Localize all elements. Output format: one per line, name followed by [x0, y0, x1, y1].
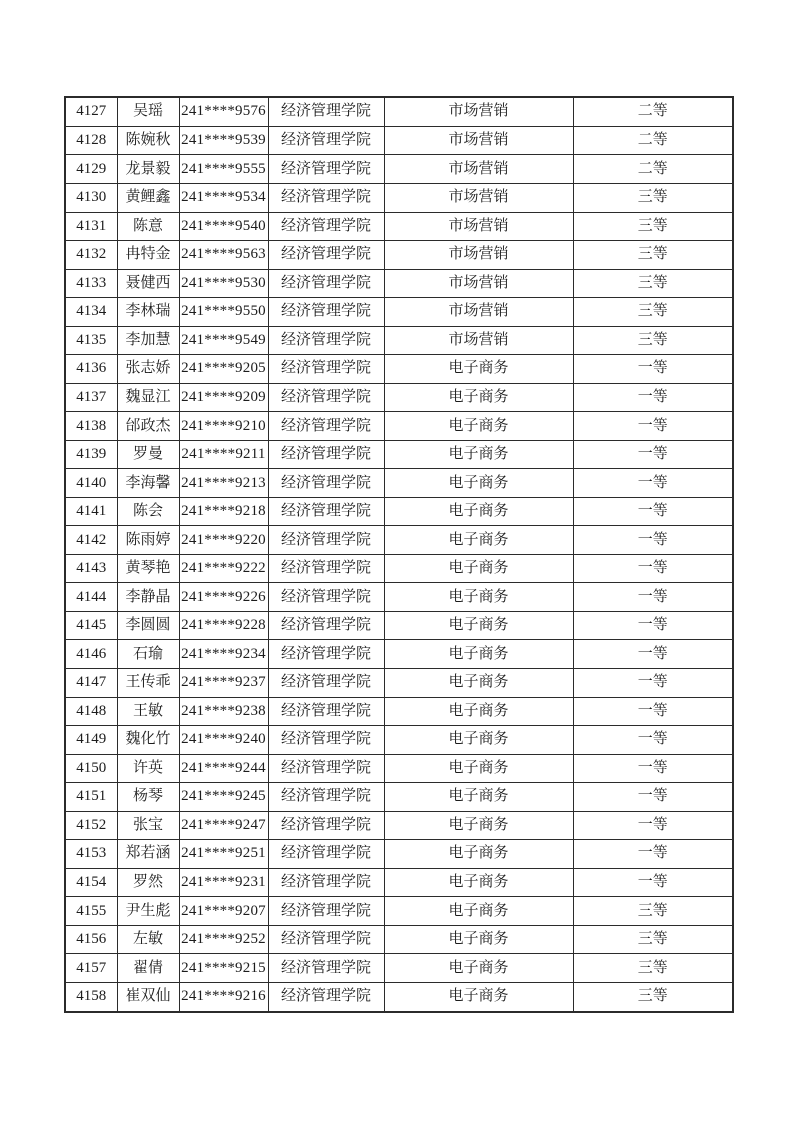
award-table [64, 96, 734, 1013]
serial-number-cell: 4148 [65, 697, 117, 726]
major-cell: 电子商务 [384, 611, 573, 640]
student-name-cell: 黄鲤鑫 [117, 183, 179, 212]
award-grade-cell: 三等 [573, 954, 733, 983]
masked-exam-id-cell: 241****9205 [179, 355, 268, 384]
serial-number-cell: 4155 [65, 897, 117, 926]
college-cell: 经济管理学院 [268, 925, 384, 954]
student-name-cell: 魏化竹 [117, 726, 179, 755]
serial-number-cell: 4134 [65, 298, 117, 327]
masked-exam-id-cell: 241****9216 [179, 982, 268, 1012]
table-row [65, 583, 733, 612]
masked-exam-id-cell: 241****9555 [179, 155, 268, 184]
student-name-cell: 陈意 [117, 212, 179, 241]
award-grade-cell: 二等 [573, 97, 733, 126]
award-grade-cell: 三等 [573, 897, 733, 926]
award-grade-cell: 三等 [573, 326, 733, 355]
college-cell: 经济管理学院 [268, 583, 384, 612]
major-cell: 市场营销 [384, 269, 573, 298]
masked-exam-id-cell: 241****9245 [179, 783, 268, 812]
serial-number-cell: 4128 [65, 126, 117, 155]
college-cell: 经济管理学院 [268, 754, 384, 783]
college-cell: 经济管理学院 [268, 269, 384, 298]
serial-number-cell: 4144 [65, 583, 117, 612]
award-grade-cell: 一等 [573, 754, 733, 783]
serial-number-cell: 4141 [65, 497, 117, 526]
student-name-cell: 李林瑞 [117, 298, 179, 327]
college-cell: 经济管理学院 [268, 868, 384, 897]
table-row [65, 155, 733, 184]
student-name-cell: 邰政杰 [117, 412, 179, 441]
award-grade-cell: 三等 [573, 298, 733, 327]
masked-exam-id-cell: 241****9213 [179, 469, 268, 498]
student-name-cell: 吴瑶 [117, 97, 179, 126]
serial-number-cell: 4153 [65, 840, 117, 869]
masked-exam-id-cell: 241****9210 [179, 412, 268, 441]
student-name-cell: 杨琴 [117, 783, 179, 812]
college-cell: 经济管理学院 [268, 669, 384, 698]
major-cell: 电子商务 [384, 640, 573, 669]
student-name-cell: 尹生彪 [117, 897, 179, 926]
table-row [65, 726, 733, 755]
table-row [65, 469, 733, 498]
college-cell: 经济管理学院 [268, 640, 384, 669]
student-name-cell: 崔双仙 [117, 982, 179, 1012]
serial-number-cell: 4149 [65, 726, 117, 755]
table-row [65, 611, 733, 640]
table-row [65, 954, 733, 983]
major-cell: 电子商务 [384, 355, 573, 384]
serial-number-cell: 4154 [65, 868, 117, 897]
major-cell: 市场营销 [384, 126, 573, 155]
table-row [65, 697, 733, 726]
serial-number-cell: 4158 [65, 982, 117, 1012]
serial-number-cell: 4143 [65, 554, 117, 583]
student-name-cell: 王传乖 [117, 669, 179, 698]
major-cell: 电子商务 [384, 982, 573, 1012]
masked-exam-id-cell: 241****9563 [179, 241, 268, 270]
table-row [65, 526, 733, 555]
major-cell: 电子商务 [384, 583, 573, 612]
serial-number-cell: 4127 [65, 97, 117, 126]
student-name-cell: 魏显江 [117, 383, 179, 412]
student-name-cell: 王敏 [117, 697, 179, 726]
major-cell: 电子商务 [384, 669, 573, 698]
table-row [65, 269, 733, 298]
table-row [65, 925, 733, 954]
masked-exam-id-cell: 241****9220 [179, 526, 268, 555]
table-row [65, 241, 733, 270]
award-grade-cell: 三等 [573, 269, 733, 298]
serial-number-cell: 4150 [65, 754, 117, 783]
college-cell: 经济管理学院 [268, 697, 384, 726]
student-name-cell: 聂健西 [117, 269, 179, 298]
serial-number-cell: 4156 [65, 925, 117, 954]
award-grade-cell: 一等 [573, 440, 733, 469]
major-cell: 市场营销 [384, 155, 573, 184]
masked-exam-id-cell: 241****9234 [179, 640, 268, 669]
major-cell: 电子商务 [384, 412, 573, 441]
college-cell: 经济管理学院 [268, 155, 384, 184]
college-cell: 经济管理学院 [268, 326, 384, 355]
award-grade-cell: 一等 [573, 783, 733, 812]
award-grade-cell: 一等 [573, 526, 733, 555]
table-row [65, 811, 733, 840]
table-row [65, 554, 733, 583]
student-name-cell: 左敏 [117, 925, 179, 954]
serial-number-cell: 4151 [65, 783, 117, 812]
award-grade-cell: 二等 [573, 126, 733, 155]
college-cell: 经济管理学院 [268, 897, 384, 926]
college-cell: 经济管理学院 [268, 212, 384, 241]
serial-number-cell: 4152 [65, 811, 117, 840]
masked-exam-id-cell: 241****9240 [179, 726, 268, 755]
award-grade-cell: 一等 [573, 469, 733, 498]
award-grade-cell: 三等 [573, 183, 733, 212]
student-name-cell: 张志娇 [117, 355, 179, 384]
college-cell: 经济管理学院 [268, 440, 384, 469]
major-cell: 电子商务 [384, 954, 573, 983]
college-cell: 经济管理学院 [268, 526, 384, 555]
serial-number-cell: 4136 [65, 355, 117, 384]
student-name-cell: 陈婉秋 [117, 126, 179, 155]
table-row [65, 754, 733, 783]
major-cell: 市场营销 [384, 183, 573, 212]
major-cell: 电子商务 [384, 811, 573, 840]
major-cell: 电子商务 [384, 754, 573, 783]
college-cell: 经济管理学院 [268, 497, 384, 526]
serial-number-cell: 4130 [65, 183, 117, 212]
table-row [65, 868, 733, 897]
major-cell: 市场营销 [384, 212, 573, 241]
serial-number-cell: 4138 [65, 412, 117, 441]
college-cell: 经济管理学院 [268, 469, 384, 498]
major-cell: 电子商务 [384, 383, 573, 412]
student-name-cell: 张宝 [117, 811, 179, 840]
serial-number-cell: 4132 [65, 241, 117, 270]
table-row [65, 212, 733, 241]
award-grade-cell: 一等 [573, 383, 733, 412]
college-cell: 经济管理学院 [268, 183, 384, 212]
masked-exam-id-cell: 241****9539 [179, 126, 268, 155]
award-grade-cell: 一等 [573, 669, 733, 698]
table-row [65, 97, 733, 126]
table-row [65, 355, 733, 384]
college-cell: 经济管理学院 [268, 726, 384, 755]
table-row [65, 326, 733, 355]
table-row [65, 126, 733, 155]
serial-number-cell: 4140 [65, 469, 117, 498]
major-cell: 电子商务 [384, 554, 573, 583]
major-cell: 电子商务 [384, 469, 573, 498]
student-name-cell: 罗曼 [117, 440, 179, 469]
student-name-cell: 龙景毅 [117, 155, 179, 184]
student-name-cell: 冉特金 [117, 241, 179, 270]
major-cell: 市场营销 [384, 326, 573, 355]
college-cell: 经济管理学院 [268, 298, 384, 327]
major-cell: 电子商务 [384, 868, 573, 897]
major-cell: 电子商务 [384, 897, 573, 926]
serial-number-cell: 4133 [65, 269, 117, 298]
table-row [65, 783, 733, 812]
serial-number-cell: 4146 [65, 640, 117, 669]
masked-exam-id-cell: 241****9207 [179, 897, 268, 926]
table-row [65, 183, 733, 212]
student-name-cell: 黄琴艳 [117, 554, 179, 583]
student-name-cell: 罗然 [117, 868, 179, 897]
award-grade-cell: 一等 [573, 355, 733, 384]
major-cell: 电子商务 [384, 440, 573, 469]
serial-number-cell: 4147 [65, 669, 117, 698]
masked-exam-id-cell: 241****9540 [179, 212, 268, 241]
award-grade-cell: 一等 [573, 554, 733, 583]
college-cell: 经济管理学院 [268, 241, 384, 270]
major-cell: 电子商务 [384, 783, 573, 812]
serial-number-cell: 4131 [65, 212, 117, 241]
student-name-cell: 李圆圆 [117, 611, 179, 640]
masked-exam-id-cell: 241****9251 [179, 840, 268, 869]
table-row [65, 440, 733, 469]
serial-number-cell: 4145 [65, 611, 117, 640]
major-cell: 电子商务 [384, 840, 573, 869]
award-grade-cell: 一等 [573, 868, 733, 897]
table-row [65, 897, 733, 926]
table-row [65, 840, 733, 869]
award-grade-cell: 一等 [573, 583, 733, 612]
major-cell: 电子商务 [384, 497, 573, 526]
major-cell: 电子商务 [384, 925, 573, 954]
serial-number-cell: 4157 [65, 954, 117, 983]
major-cell: 市场营销 [384, 97, 573, 126]
masked-exam-id-cell: 241****9534 [179, 183, 268, 212]
student-name-cell: 李静晶 [117, 583, 179, 612]
serial-number-cell: 4135 [65, 326, 117, 355]
award-grade-cell: 一等 [573, 640, 733, 669]
college-cell: 经济管理学院 [268, 412, 384, 441]
major-cell: 电子商务 [384, 697, 573, 726]
masked-exam-id-cell: 241****9226 [179, 583, 268, 612]
masked-exam-id-cell: 241****9228 [179, 611, 268, 640]
college-cell: 经济管理学院 [268, 783, 384, 812]
major-cell: 市场营销 [384, 298, 573, 327]
masked-exam-id-cell: 241****9247 [179, 811, 268, 840]
award-grade-cell: 三等 [573, 925, 733, 954]
college-cell: 经济管理学院 [268, 126, 384, 155]
college-cell: 经济管理学院 [268, 355, 384, 384]
serial-number-cell: 4142 [65, 526, 117, 555]
masked-exam-id-cell: 241****9252 [179, 925, 268, 954]
masked-exam-id-cell: 241****9549 [179, 326, 268, 355]
table-row [65, 412, 733, 441]
table-row [65, 383, 733, 412]
student-name-cell: 陈会 [117, 497, 179, 526]
masked-exam-id-cell: 241****9530 [179, 269, 268, 298]
award-grade-cell: 一等 [573, 697, 733, 726]
award-grade-cell: 一等 [573, 497, 733, 526]
masked-exam-id-cell: 241****9215 [179, 954, 268, 983]
student-name-cell: 陈雨婷 [117, 526, 179, 555]
award-grade-cell: 一等 [573, 811, 733, 840]
masked-exam-id-cell: 241****9576 [179, 97, 268, 126]
college-cell: 经济管理学院 [268, 611, 384, 640]
masked-exam-id-cell: 241****9237 [179, 669, 268, 698]
award-grade-cell: 二等 [573, 155, 733, 184]
masked-exam-id-cell: 241****9550 [179, 298, 268, 327]
masked-exam-id-cell: 241****9244 [179, 754, 268, 783]
major-cell: 电子商务 [384, 526, 573, 555]
table-row [65, 497, 733, 526]
table-row [65, 640, 733, 669]
award-grade-cell: 一等 [573, 840, 733, 869]
major-cell: 市场营销 [384, 241, 573, 270]
student-name-cell: 许英 [117, 754, 179, 783]
table-row [65, 982, 733, 1012]
table-row [65, 669, 733, 698]
masked-exam-id-cell: 241****9238 [179, 697, 268, 726]
award-table-body [65, 97, 733, 1012]
student-name-cell: 李加慧 [117, 326, 179, 355]
college-cell: 经济管理学院 [268, 982, 384, 1012]
college-cell: 经济管理学院 [268, 954, 384, 983]
college-cell: 经济管理学院 [268, 383, 384, 412]
serial-number-cell: 4139 [65, 440, 117, 469]
award-grade-cell: 一等 [573, 726, 733, 755]
masked-exam-id-cell: 241****9222 [179, 554, 268, 583]
serial-number-cell: 4129 [65, 155, 117, 184]
masked-exam-id-cell: 241****9218 [179, 497, 268, 526]
masked-exam-id-cell: 241****9211 [179, 440, 268, 469]
college-cell: 经济管理学院 [268, 554, 384, 583]
masked-exam-id-cell: 241****9231 [179, 868, 268, 897]
major-cell: 电子商务 [384, 726, 573, 755]
student-name-cell: 石瑜 [117, 640, 179, 669]
table-row [65, 298, 733, 327]
college-cell: 经济管理学院 [268, 811, 384, 840]
award-grade-cell: 一等 [573, 611, 733, 640]
award-grade-cell: 三等 [573, 212, 733, 241]
student-name-cell: 李海馨 [117, 469, 179, 498]
award-grade-cell: 一等 [573, 412, 733, 441]
award-grade-cell: 三等 [573, 982, 733, 1012]
student-name-cell: 郑若涵 [117, 840, 179, 869]
serial-number-cell: 4137 [65, 383, 117, 412]
college-cell: 经济管理学院 [268, 840, 384, 869]
award-grade-cell: 三等 [573, 241, 733, 270]
student-name-cell: 翟倩 [117, 954, 179, 983]
masked-exam-id-cell: 241****9209 [179, 383, 268, 412]
college-cell: 经济管理学院 [268, 97, 384, 126]
